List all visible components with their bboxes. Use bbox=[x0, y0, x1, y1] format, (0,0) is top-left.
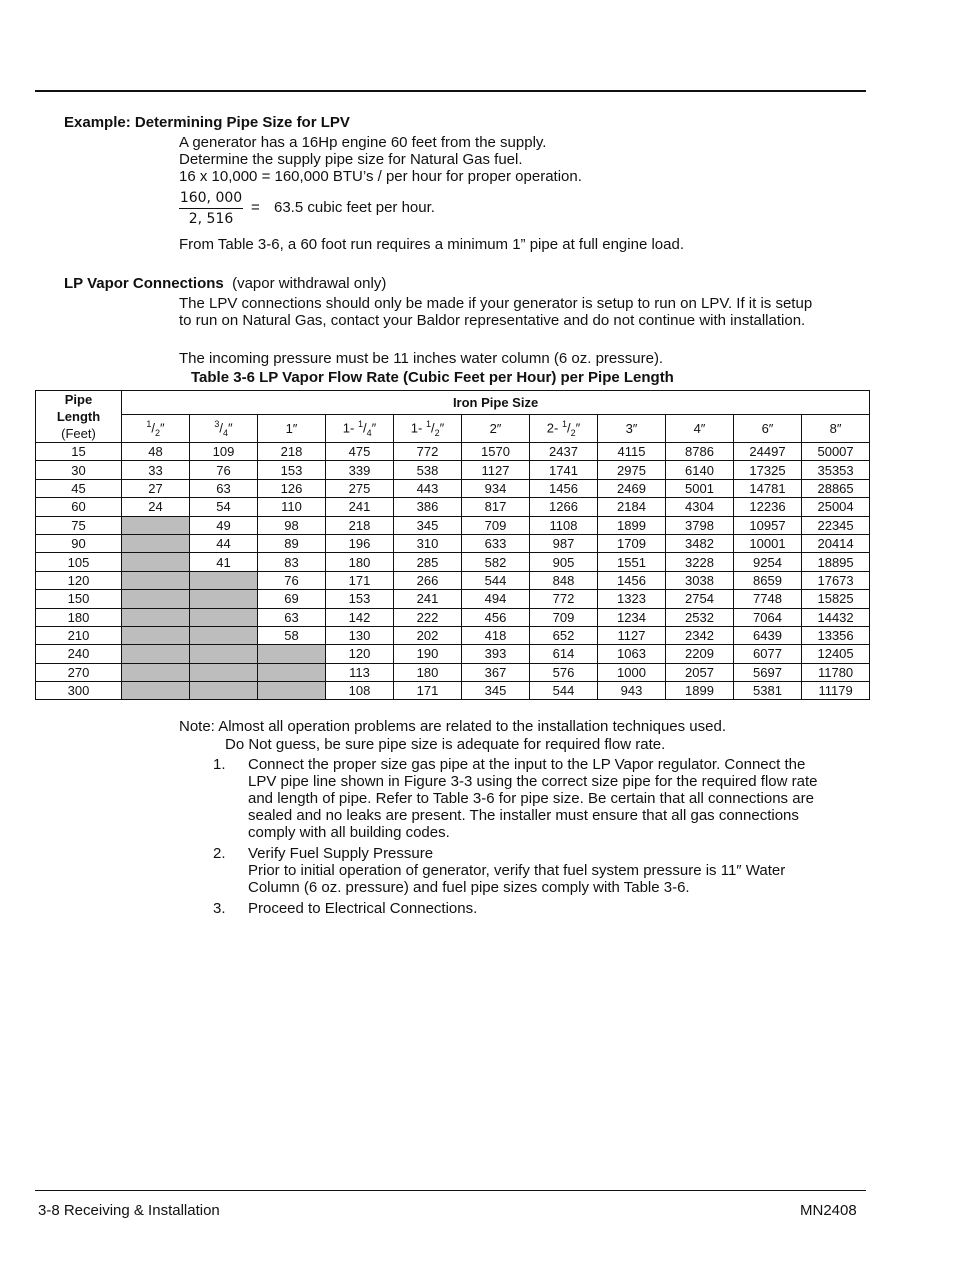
flow-rate-cell bbox=[122, 534, 190, 552]
iron-pipe-size-header: Iron Pipe Size bbox=[122, 391, 870, 415]
flow-rate-cell: 24497 bbox=[734, 443, 802, 461]
pipe-length-cell: 180 bbox=[36, 608, 122, 626]
flow-rate-cell bbox=[190, 571, 258, 589]
example-line-3: 16 x 10,000 = 160,000 BTU’s / per hour for proper operation. bbox=[179, 168, 582, 185]
flow-rate-cell: 35353 bbox=[802, 461, 870, 479]
flow-rate-cell bbox=[258, 645, 326, 663]
flow-rate-cell: 339 bbox=[326, 461, 394, 479]
flow-rate-cell: 11780 bbox=[802, 663, 870, 681]
flow-rate-cell: 49 bbox=[190, 516, 258, 534]
flow-rate-cell: 2532 bbox=[666, 608, 734, 626]
flow-rate-cell: 108 bbox=[326, 682, 394, 700]
flow-rate-cell: 709 bbox=[530, 608, 598, 626]
flow-rate-cell bbox=[258, 682, 326, 700]
lpv-paragraph-2: The incoming pressure must be 11 inches water column (6 oz. pressure). bbox=[179, 350, 664, 367]
size-8-inch: 8″ bbox=[802, 414, 870, 442]
flow-rate-cell: 202 bbox=[394, 626, 462, 644]
step-1-line: comply with all building codes. bbox=[248, 824, 450, 841]
flow-rate-cell bbox=[190, 682, 258, 700]
flow-rate-cell: 772 bbox=[530, 590, 598, 608]
example-line-2: Determine the supply pipe size for Natural Gas fuel. bbox=[179, 151, 523, 168]
size-3-inch: 3″ bbox=[598, 414, 666, 442]
flow-rate-cell: 10001 bbox=[734, 534, 802, 552]
flow-rate-cell: 8786 bbox=[666, 443, 734, 461]
flow-rate-cell: 1456 bbox=[530, 479, 598, 497]
flow-rate-cell: 142 bbox=[326, 608, 394, 626]
pipe-length-cell: 270 bbox=[36, 663, 122, 681]
flow-rate-cell: 614 bbox=[530, 645, 598, 663]
flow-rate-cell bbox=[190, 645, 258, 663]
table-row bbox=[36, 443, 870, 461]
step-3-line: Proceed to Electrical Connections. bbox=[248, 900, 478, 917]
pipe-length-cell: 210 bbox=[36, 626, 122, 644]
flow-rate-cell: 275 bbox=[326, 479, 394, 497]
lpv-paragraph-1-line-1: The LPV connections should only be made if your generator is setup to run on LPV. If it is setup bbox=[179, 295, 813, 312]
flow-rate-cell: 817 bbox=[462, 498, 530, 516]
flow-rate-cell: 83 bbox=[258, 553, 326, 571]
step-2 bbox=[213, 845, 863, 896]
table-caption: Table 3-6 LP Vapor Flow Rate (Cubic Feet per Hour) per Pipe Length bbox=[191, 369, 674, 386]
flow-rate-cell: 50007 bbox=[802, 443, 870, 461]
pipe-length-cell: 120 bbox=[36, 571, 122, 589]
flow-rate-cell: 386 bbox=[394, 498, 462, 516]
step-number: 1. bbox=[213, 756, 226, 773]
flow-rate-cell: 418 bbox=[462, 626, 530, 644]
flow-rate-cell: 345 bbox=[462, 682, 530, 700]
step-2-line: Prior to initial operation of generator, verify that fuel system pressure is 11″ Water bbox=[248, 862, 786, 879]
flow-rate-cell: 576 bbox=[530, 663, 598, 681]
flow-rate-cell bbox=[122, 682, 190, 700]
flow-rate-cell: 12236 bbox=[734, 498, 802, 516]
flow-rate-cell: 218 bbox=[326, 516, 394, 534]
flow-rate-cell: 48 bbox=[122, 443, 190, 461]
pipe-length-cell: 45 bbox=[36, 479, 122, 497]
pipe-length-cell: 240 bbox=[36, 645, 122, 663]
flow-rate-cell: 171 bbox=[394, 682, 462, 700]
flow-rate-cell: 241 bbox=[394, 590, 462, 608]
flow-rate-cell: 1570 bbox=[462, 443, 530, 461]
flow-rate-cell: 153 bbox=[258, 461, 326, 479]
size-2-inch: 2″ bbox=[462, 414, 530, 442]
flow-rate-cell: 310 bbox=[394, 534, 462, 552]
flow-rate-cell: 196 bbox=[326, 534, 394, 552]
step-1-line: Connect the proper size gas pipe at the input to the LP Vapor regulator. Connect the bbox=[248, 756, 806, 773]
flow-rate-cell bbox=[122, 626, 190, 644]
size-6-inch: 6″ bbox=[734, 414, 802, 442]
table-row bbox=[36, 553, 870, 571]
flow-rate-cell: 943 bbox=[598, 682, 666, 700]
fraction-numerator: 160, 000 bbox=[179, 189, 243, 209]
step-number: 2. bbox=[213, 845, 226, 862]
size-half-inch: $^1/_2''$ bbox=[122, 414, 190, 442]
flow-rate-cell bbox=[190, 608, 258, 626]
flow-rate-cell: 1108 bbox=[530, 516, 598, 534]
flow-rate-cell: 1899 bbox=[666, 682, 734, 700]
pipe-length-cell: 150 bbox=[36, 590, 122, 608]
step-1-line: sealed and no leaks are present. The installer must ensure that all gas connections bbox=[248, 807, 799, 824]
flow-rate-cell: 18895 bbox=[802, 553, 870, 571]
flow-rate-cell: 14432 bbox=[802, 608, 870, 626]
flow-rate-cell: 241 bbox=[326, 498, 394, 516]
step-1 bbox=[213, 756, 863, 841]
header-feet: (Feet) bbox=[61, 426, 96, 441]
flow-rate-cell: 3798 bbox=[666, 516, 734, 534]
flow-rate-cell bbox=[122, 608, 190, 626]
example-conclusion: From Table 3-6, a 60 foot run requires a minimum 1” pipe at full engine load. bbox=[179, 236, 684, 253]
pipe-length-cell: 90 bbox=[36, 534, 122, 552]
pipe-length-cell: 105 bbox=[36, 553, 122, 571]
flow-rate-cell: 9254 bbox=[734, 553, 802, 571]
step-1-line: and length of pipe. Refer to Table 3-6 for pipe size. Be certain that all connections are bbox=[248, 790, 814, 807]
flow-rate-cell: 44 bbox=[190, 534, 258, 552]
flow-rate-cell: 652 bbox=[530, 626, 598, 644]
calculation-result: 63.5 cubic feet per hour. bbox=[274, 199, 435, 216]
flow-rate-cell: 2975 bbox=[598, 461, 666, 479]
size-three-quarter-inch: $^3/_4''$ bbox=[190, 414, 258, 442]
header-rule bbox=[35, 90, 866, 92]
flow-rate-cell: 1551 bbox=[598, 553, 666, 571]
flow-rate-cell: 443 bbox=[394, 479, 462, 497]
flow-rate-cell: 33 bbox=[122, 461, 190, 479]
pipe-length-cell: 60 bbox=[36, 498, 122, 516]
flow-rate-cell bbox=[122, 516, 190, 534]
flow-rate-cell: 180 bbox=[394, 663, 462, 681]
flow-rate-cell: 1456 bbox=[598, 571, 666, 589]
flow-rate-cell: 1323 bbox=[598, 590, 666, 608]
flow-rate-cell: 266 bbox=[394, 571, 462, 589]
flow-rate-cell: 22345 bbox=[802, 516, 870, 534]
flow-rate-cell: 987 bbox=[530, 534, 598, 552]
table-row bbox=[36, 534, 870, 552]
flow-rate-cell bbox=[122, 645, 190, 663]
flow-rate-cell: 63 bbox=[258, 608, 326, 626]
flow-rate-cell: 17325 bbox=[734, 461, 802, 479]
flow-rate-cell: 5697 bbox=[734, 663, 802, 681]
step-1-line: LPV pipe line shown in Figure 3-3 using the correct size pipe for the required flow rate bbox=[248, 773, 818, 790]
flow-rate-cell: 63 bbox=[190, 479, 258, 497]
flow-table-body bbox=[36, 443, 870, 700]
flow-rate-cell: 3228 bbox=[666, 553, 734, 571]
step-2-line: Verify Fuel Supply Pressure bbox=[248, 845, 434, 862]
flow-rate-cell: 2184 bbox=[598, 498, 666, 516]
table-row bbox=[36, 498, 870, 516]
size-1-quarter-inch: 1- $^1/_4''$ bbox=[326, 414, 394, 442]
flow-rate-cell: 934 bbox=[462, 479, 530, 497]
flow-rate-table bbox=[35, 390, 870, 700]
flow-rate-cell: 12405 bbox=[802, 645, 870, 663]
flow-rate-cell: 20414 bbox=[802, 534, 870, 552]
flow-rate-cell: 6439 bbox=[734, 626, 802, 644]
flow-rate-cell: 5001 bbox=[666, 479, 734, 497]
flow-rate-cell: 2209 bbox=[666, 645, 734, 663]
flow-rate-cell: 709 bbox=[462, 516, 530, 534]
flow-rate-cell: 285 bbox=[394, 553, 462, 571]
table-row bbox=[36, 516, 870, 534]
step-3 bbox=[213, 900, 863, 917]
table-row bbox=[36, 645, 870, 663]
flow-rate-cell: 190 bbox=[394, 645, 462, 663]
flow-rate-cell: 69 bbox=[258, 590, 326, 608]
calculation-fraction bbox=[179, 189, 243, 228]
note-line-1: Note: Almost all operation problems are related to the installation techniques used. bbox=[179, 718, 726, 735]
flow-rate-cell: 15825 bbox=[802, 590, 870, 608]
flow-rate-cell: 98 bbox=[258, 516, 326, 534]
flow-rate-cell: 2342 bbox=[666, 626, 734, 644]
step-number: 3. bbox=[213, 900, 226, 917]
flow-rate-cell bbox=[122, 663, 190, 681]
flow-rate-cell: 180 bbox=[326, 553, 394, 571]
note-line-2: Do Not guess, be sure pipe size is adequate for required flow rate. bbox=[225, 736, 666, 753]
flow-rate-cell: 2469 bbox=[598, 479, 666, 497]
step-2-line: Column (6 oz. pressure) and fuel pipe sizes comply with Table 3-6. bbox=[248, 879, 690, 896]
flow-rate-cell: 1000 bbox=[598, 663, 666, 681]
flow-rate-cell: 1127 bbox=[462, 461, 530, 479]
size-1-half-inch: 1- $^1/_2''$ bbox=[394, 414, 462, 442]
lpv-paragraph-1-line-2: to run on Natural Gas, contact your Baldor representative and do not continue with installation. bbox=[179, 312, 806, 329]
flow-rate-cell bbox=[258, 663, 326, 681]
flow-rate-cell: 13356 bbox=[802, 626, 870, 644]
flow-rate-cell bbox=[122, 553, 190, 571]
flow-rate-cell: 772 bbox=[394, 443, 462, 461]
flow-rate-cell: 2437 bbox=[530, 443, 598, 461]
footer-section: 3-8 Receiving & Installation bbox=[38, 1202, 220, 1219]
pipe-length-cell: 75 bbox=[36, 516, 122, 534]
table-row bbox=[36, 626, 870, 644]
flow-rate-cell: 538 bbox=[394, 461, 462, 479]
flow-rate-cell: 1709 bbox=[598, 534, 666, 552]
flow-rate-cell: 544 bbox=[530, 682, 598, 700]
flow-rate-cell: 28865 bbox=[802, 479, 870, 497]
size-2-half-inch: 2- $^1/_2''$ bbox=[530, 414, 598, 442]
example-heading: Example: Determining Pipe Size for LPV bbox=[64, 114, 350, 131]
flow-rate-cell: 1234 bbox=[598, 608, 666, 626]
flow-rate-cell: 54 bbox=[190, 498, 258, 516]
equals-sign: = bbox=[251, 199, 260, 216]
flow-rate-cell: 1741 bbox=[530, 461, 598, 479]
lpv-heading-line bbox=[64, 275, 386, 292]
flow-rate-cell: 6140 bbox=[666, 461, 734, 479]
flow-rate-cell: 544 bbox=[462, 571, 530, 589]
flow-rate-cell: 345 bbox=[394, 516, 462, 534]
flow-rate-cell: 222 bbox=[394, 608, 462, 626]
flow-rate-cell: 25004 bbox=[802, 498, 870, 516]
flow-rate-cell: 4304 bbox=[666, 498, 734, 516]
flow-rate-cell: 494 bbox=[462, 590, 530, 608]
size-4-inch: 4″ bbox=[666, 414, 734, 442]
flow-rate-cell: 2754 bbox=[666, 590, 734, 608]
flow-rate-cell: 7748 bbox=[734, 590, 802, 608]
flow-rate-cell: 905 bbox=[530, 553, 598, 571]
flow-rate-cell: 58 bbox=[258, 626, 326, 644]
flow-rate-cell: 1266 bbox=[530, 498, 598, 516]
flow-rate-cell bbox=[122, 571, 190, 589]
flow-rate-cell: 7064 bbox=[734, 608, 802, 626]
flow-rate-cell: 3038 bbox=[666, 571, 734, 589]
flow-rate-cell bbox=[190, 626, 258, 644]
flow-rate-cell: 24 bbox=[122, 498, 190, 516]
flow-rate-cell: 367 bbox=[462, 663, 530, 681]
table-row bbox=[36, 608, 870, 626]
table-row bbox=[36, 663, 870, 681]
flow-rate-cell: 2057 bbox=[666, 663, 734, 681]
fraction-denominator: 2, 516 bbox=[188, 211, 234, 227]
table-row bbox=[36, 461, 870, 479]
pipe-length-header bbox=[36, 391, 122, 443]
example-line-1: A generator has a 16Hp engine 60 feet from the supply. bbox=[179, 134, 547, 151]
flow-rate-cell: 171 bbox=[326, 571, 394, 589]
flow-rate-cell: 218 bbox=[258, 443, 326, 461]
lpv-heading: LP Vapor Connections bbox=[64, 275, 224, 292]
flow-rate-cell: 126 bbox=[258, 479, 326, 497]
flow-rate-cell: 1899 bbox=[598, 516, 666, 534]
pipe-length-cell: 15 bbox=[36, 443, 122, 461]
footer-doc-number: MN2408 bbox=[800, 1202, 857, 1219]
flow-rate-cell: 11179 bbox=[802, 682, 870, 700]
flow-rate-cell: 3482 bbox=[666, 534, 734, 552]
flow-rate-cell: 17673 bbox=[802, 571, 870, 589]
flow-rate-cell: 10957 bbox=[734, 516, 802, 534]
flow-rate-cell: 5381 bbox=[734, 682, 802, 700]
header-pipe: Pipe bbox=[64, 392, 93, 407]
flow-rate-cell: 113 bbox=[326, 663, 394, 681]
table-row bbox=[36, 571, 870, 589]
flow-rate-cell: 6077 bbox=[734, 645, 802, 663]
table-row bbox=[36, 682, 870, 700]
size-1-inch: 1″ bbox=[258, 414, 326, 442]
flow-rate-cell: 109 bbox=[190, 443, 258, 461]
flow-rate-cell: 848 bbox=[530, 571, 598, 589]
flow-rate-cell: 153 bbox=[326, 590, 394, 608]
flow-rate-cell: 456 bbox=[462, 608, 530, 626]
flow-rate-cell: 27 bbox=[122, 479, 190, 497]
flow-rate-cell: 1127 bbox=[598, 626, 666, 644]
flow-rate-cell: 1063 bbox=[598, 645, 666, 663]
pipe-length-cell: 30 bbox=[36, 461, 122, 479]
pipe-length-cell: 300 bbox=[36, 682, 122, 700]
flow-rate-cell: 633 bbox=[462, 534, 530, 552]
flow-rate-cell bbox=[190, 663, 258, 681]
flow-rate-cell: 120 bbox=[326, 645, 394, 663]
flow-rate-cell: 89 bbox=[258, 534, 326, 552]
installation-steps bbox=[213, 756, 863, 917]
flow-rate-cell bbox=[122, 590, 190, 608]
flow-rate-cell: 8659 bbox=[734, 571, 802, 589]
flow-rate-cell: 582 bbox=[462, 553, 530, 571]
header-length: Length bbox=[56, 409, 101, 424]
table-row bbox=[36, 590, 870, 608]
flow-rate-cell: 14781 bbox=[734, 479, 802, 497]
flow-rate-cell: 393 bbox=[462, 645, 530, 663]
flow-rate-cell: 76 bbox=[190, 461, 258, 479]
flow-rate-cell: 475 bbox=[326, 443, 394, 461]
flow-rate-cell: 130 bbox=[326, 626, 394, 644]
flow-rate-cell bbox=[190, 590, 258, 608]
flow-rate-cell: 4115 bbox=[598, 443, 666, 461]
lpv-subheading: (vapor withdrawal only) bbox=[232, 275, 387, 292]
flow-rate-cell: 41 bbox=[190, 553, 258, 571]
flow-rate-cell: 110 bbox=[258, 498, 326, 516]
flow-rate-cell: 76 bbox=[258, 571, 326, 589]
footer-rule bbox=[35, 1190, 866, 1191]
table-row bbox=[36, 479, 870, 497]
